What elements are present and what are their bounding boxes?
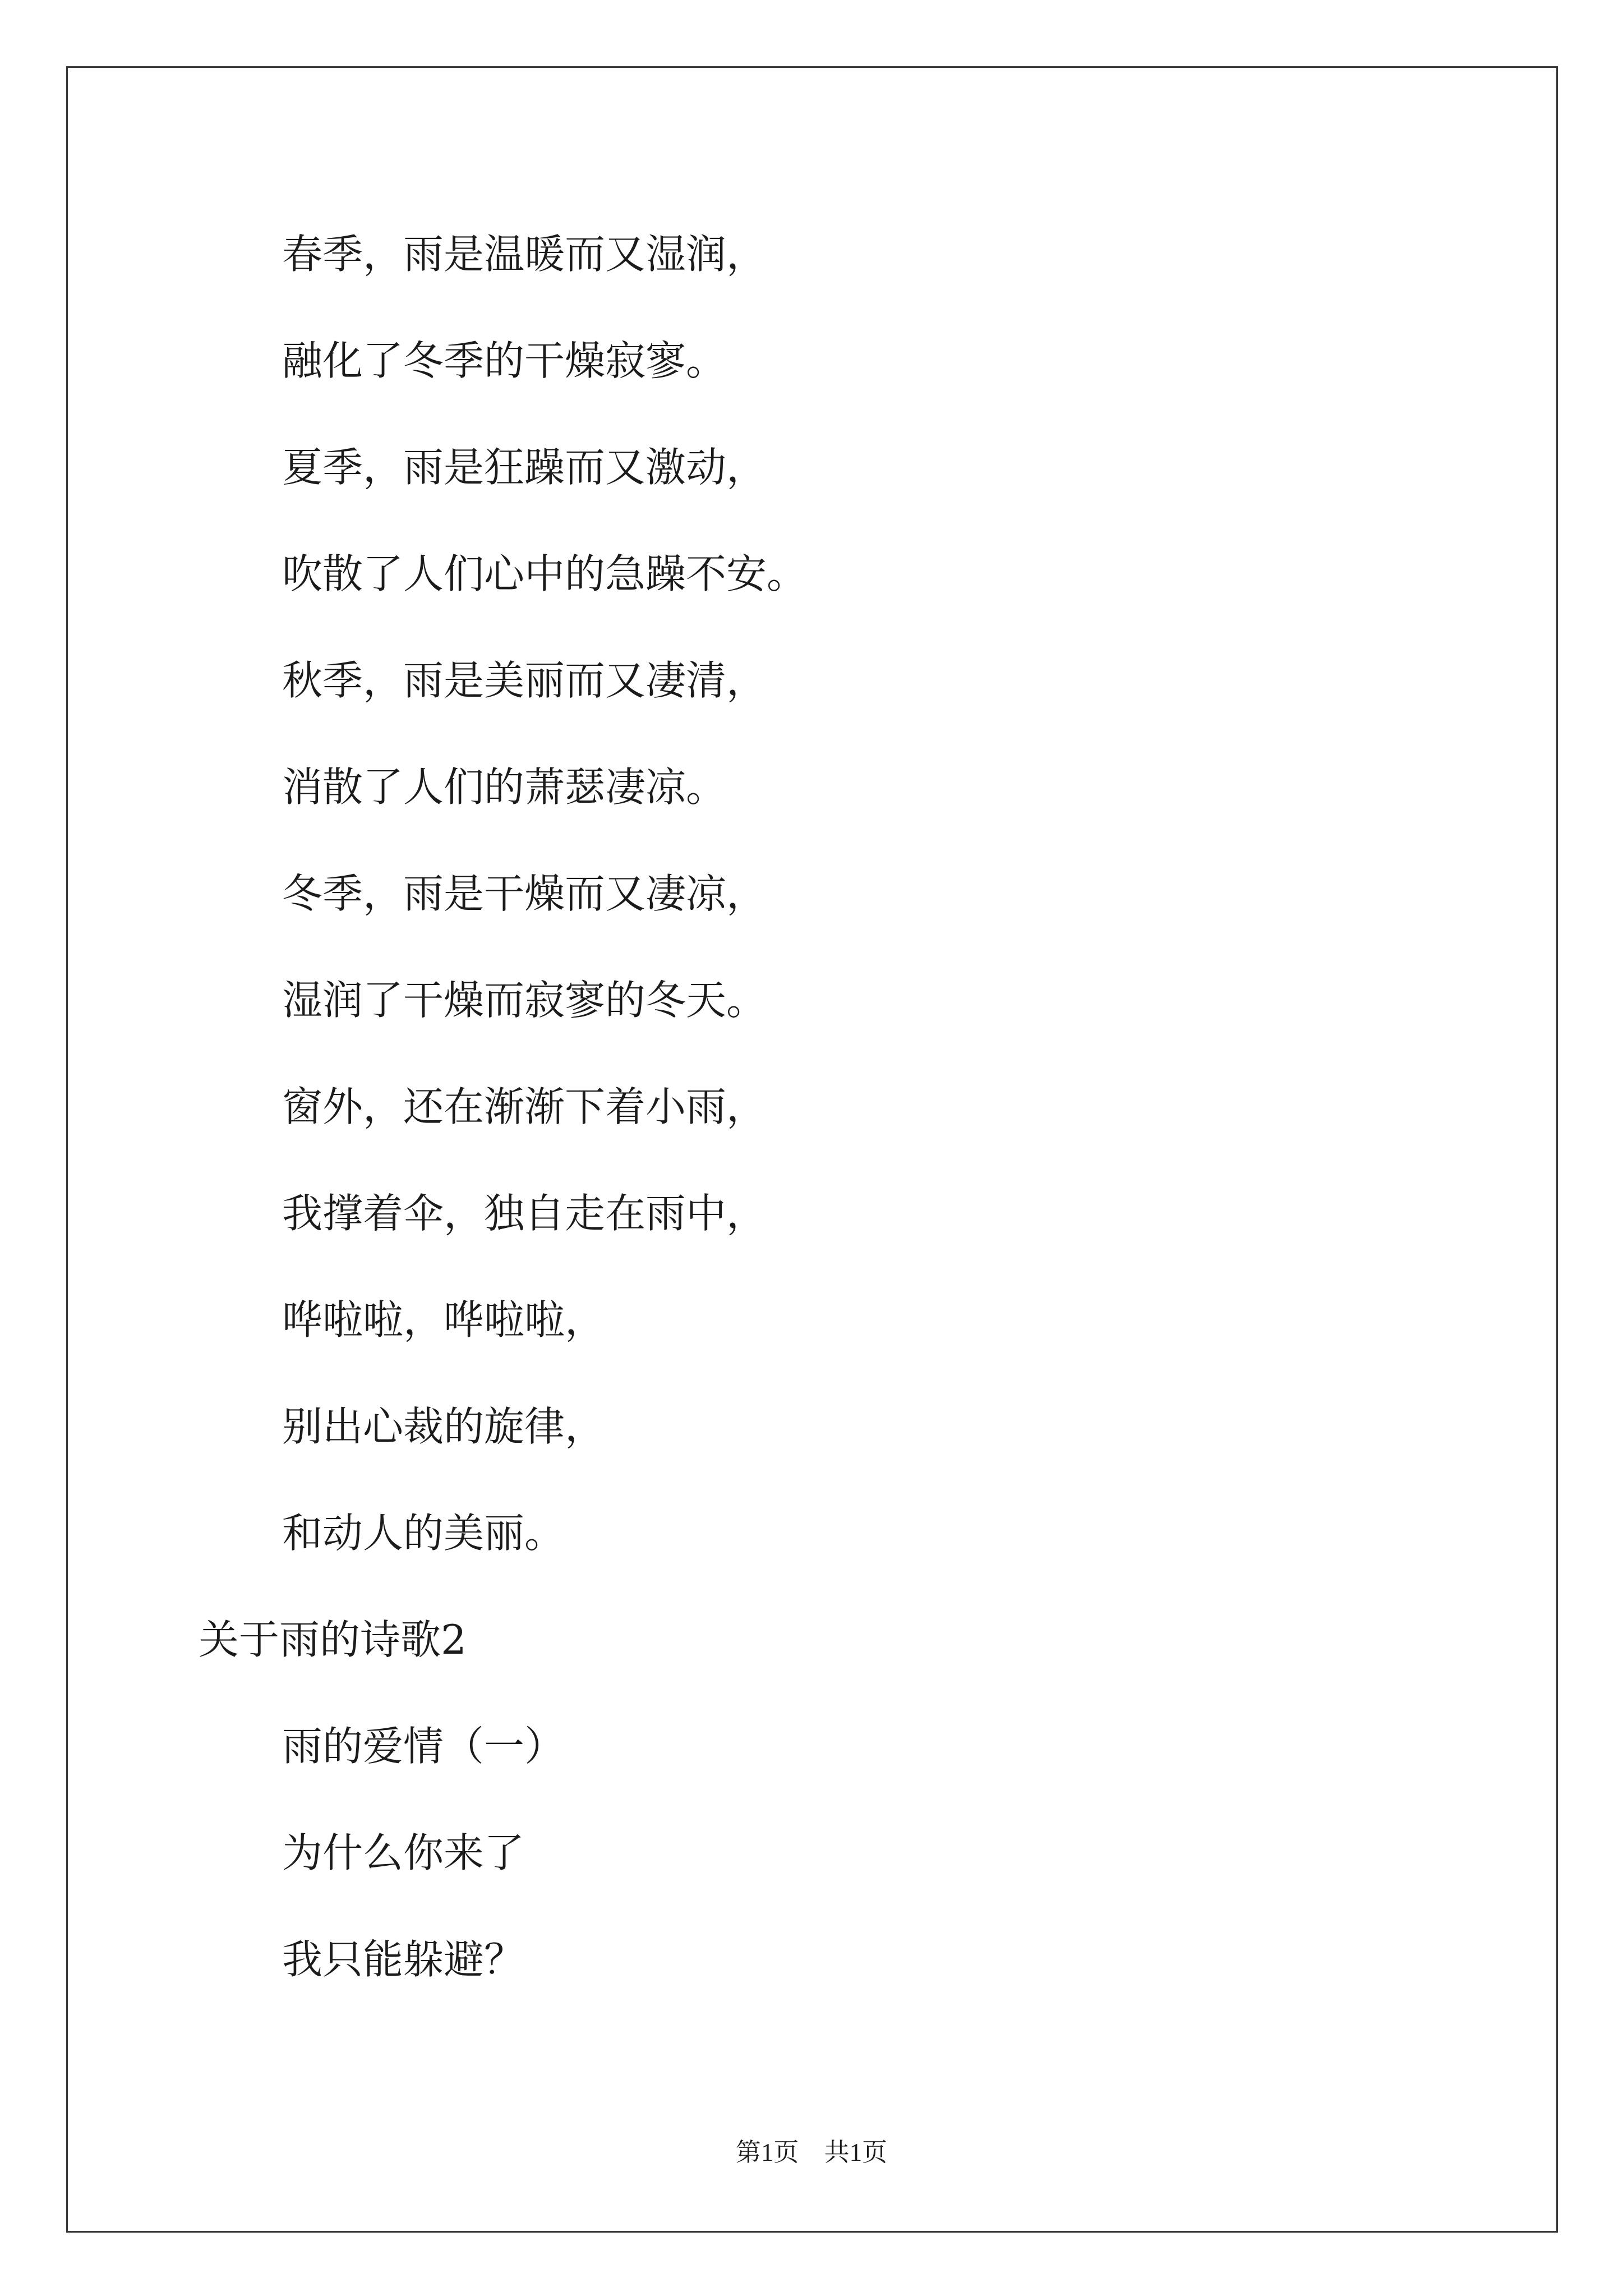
section-heading: 关于雨的诗歌2 — [199, 1616, 467, 1663]
verse-line: 窗外，还在渐渐下着小雨， — [282, 1083, 767, 1130]
verse-line: 吹散了人们心中的急躁不安。 — [282, 550, 808, 597]
verse-line: 我只能躲避？ — [282, 1936, 525, 1983]
verse-line: 为什么你来了 — [282, 1829, 525, 1876]
verse-line: 湿润了干燥而寂寥的冬天。 — [282, 977, 767, 1024]
page-number-footer: 第1页 共1页 — [735, 2138, 888, 2166]
verse-line: 哗啦啦，哗啦啦， — [282, 1296, 606, 1343]
verse-line: 融化了冬季的干燥寂寥。 — [282, 337, 727, 384]
verse-line: 春季，雨是温暖而又湿润， — [282, 231, 767, 278]
document-body — [199, 201, 1488, 2013]
verse-line: 夏季，雨是狂躁而又激动， — [282, 444, 767, 491]
verse-line: 别出心裁的旋律， — [282, 1403, 606, 1450]
verse-line: 消散了人们的萧瑟凄凉。 — [282, 763, 727, 811]
verse-line: 雨的爱情（一） — [282, 1723, 565, 1770]
verse-line: 秋季，雨是美丽而又凄清， — [282, 657, 767, 704]
verse-line: 冬季，雨是干燥而又凄凉， — [282, 870, 767, 917]
verse-line: 和动人的美丽。 — [282, 1510, 565, 1557]
verse-line: 我撑着伞，独自走在雨中， — [282, 1190, 767, 1237]
